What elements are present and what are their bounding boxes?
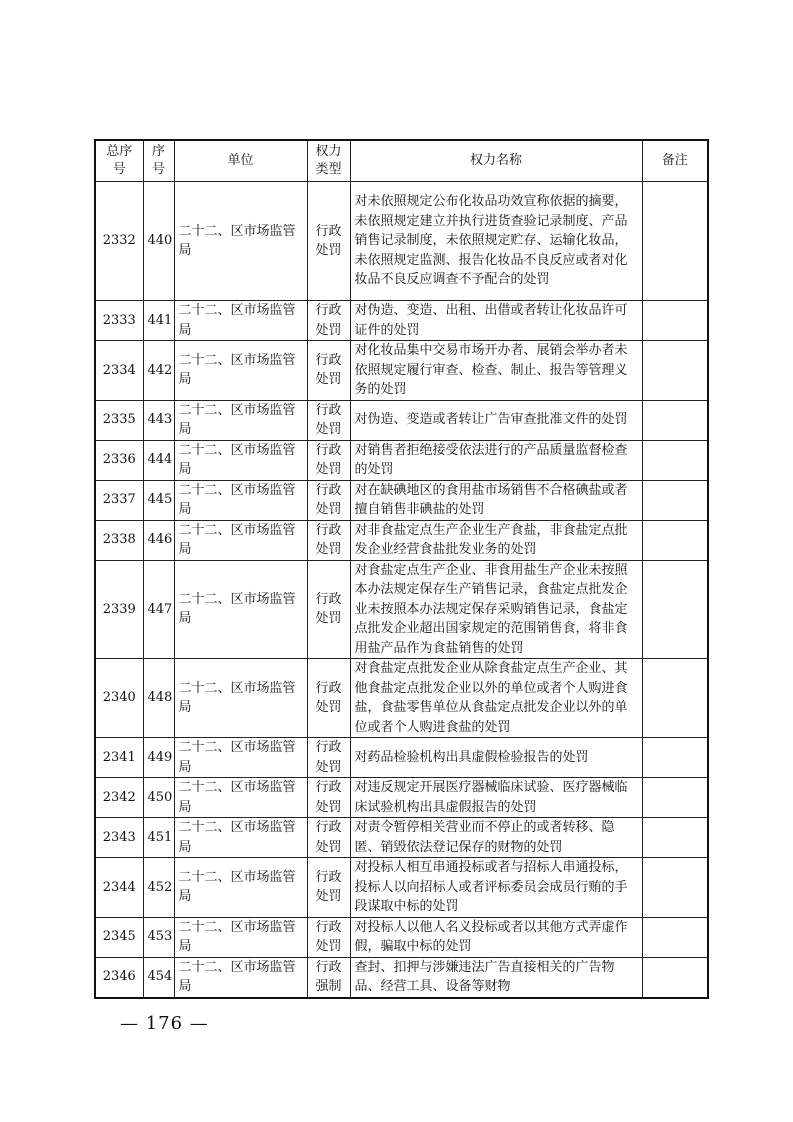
table-row [95,480,708,520]
seq-no-cell: 445 [143,480,174,520]
power-type-cell: 行政处罚 [307,917,350,957]
total-no-cell: 2332 [95,182,143,301]
remark-cell [642,738,708,778]
remark-cell [642,182,708,301]
remark-cell [642,341,708,401]
table-row [95,400,708,440]
table-row [95,440,708,480]
total-no-cell: 2344 [95,858,143,918]
unit-cell: 二十二、区市场监管局 [174,560,307,659]
seq-no-cell: 442 [143,341,174,401]
total-no-cell: 2343 [95,818,143,858]
power-type-cell: 行政处罚 [307,560,350,659]
remark-cell [642,957,708,998]
remark-cell [642,917,708,957]
remark-cell [642,659,708,738]
total-no-cell: 2339 [95,560,143,659]
table-row [95,917,708,957]
power-name-cell: 对伪造、变造、出租、出借或者转让化妆品许可证件的处罚 [350,301,642,341]
table-row [95,818,708,858]
header-power-name: 权力名称 [350,140,642,182]
table-row [95,341,708,401]
seq-no-cell: 450 [143,778,174,818]
table-row [95,858,708,918]
seq-no-cell: 447 [143,560,174,659]
total-no-cell: 2335 [95,400,143,440]
total-no-cell: 2340 [95,659,143,738]
power-name-cell: 对违反规定开展医疗器械临床试验、医疗器械临床试验机构出具虚假报告的处罚 [350,778,642,818]
power-type-cell: 行政处罚 [307,520,350,560]
power-type-cell: 行政处罚 [307,182,350,301]
unit-cell: 二十二、区市场监管局 [174,400,307,440]
power-name-cell: 对未依照规定公布化妆品功效宣称依据的摘要，未依照规定建立并执行进货查验记录制度、产品销售记录制度，未依照规定贮存、运输化妆品，未依照规定监测、报告化妆品不良反应或者对化妆品不良反应调查不予配合的处罚 [350,182,642,301]
power-type-cell: 行政处罚 [307,341,350,401]
remark-cell [642,480,708,520]
unit-cell: 二十二、区市场监管局 [174,778,307,818]
table-header-row [95,140,708,182]
total-no-cell: 2336 [95,440,143,480]
seq-no-cell: 446 [143,520,174,560]
seq-no-cell: 441 [143,301,174,341]
unit-cell: 二十二、区市场监管局 [174,341,307,401]
table-row [95,659,708,738]
power-type-cell: 行政处罚 [307,858,350,918]
power-name-cell: 对食盐定点批发企业从除食盐定点生产企业、其他食盐定点批发企业以外的单位或者个人购进食盐，食盐零售单位从食盐定点批发企业以外的单位或者个人购进食盐的处罚 [350,659,642,738]
table-row [95,957,708,998]
power-type-cell: 行政处罚 [307,659,350,738]
power-name-cell: 对投标人相互串通投标或者与招标人串通投标，投标人以向招标人或者评标委员会成员行贿的手段谋取中标的处罚 [350,858,642,918]
seq-no-cell: 443 [143,400,174,440]
power-name-cell: 对销售者拒绝接受依法进行的产品质量监督检查的处罚 [350,440,642,480]
total-no-cell: 2334 [95,341,143,401]
table-row [95,182,708,301]
table-row [95,520,708,560]
power-name-cell: 对非食盐定点生产企业生产食盐，非食盐定点批发企业经营食盐批发业务的处罚 [350,520,642,560]
seq-no-cell: 454 [143,957,174,998]
power-name-cell: 对投标人以他人名义投标或者以其他方式弄虚作假，骗取中标的处罚 [350,917,642,957]
power-type-cell: 行政处罚 [307,480,350,520]
power-type-cell: 行政强制 [307,957,350,998]
seq-no-cell: 448 [143,659,174,738]
table-row [95,301,708,341]
seq-no-cell: 449 [143,738,174,778]
total-no-cell: 2337 [95,480,143,520]
power-type-cell: 行政处罚 [307,440,350,480]
table-row [95,778,708,818]
seq-no-cell: 444 [143,440,174,480]
header-unit: 单位 [174,140,307,182]
total-no-cell: 2338 [95,520,143,560]
unit-cell: 二十二、区市场监管局 [174,917,307,957]
unit-cell: 二十二、区市场监管局 [174,818,307,858]
power-name-cell: 对化妆品集中交易市场开办者、展销会举办者未依照规定履行审查、检查、制止、报告等管理义务的处罚 [350,341,642,401]
header-seq-no: 序号 [143,140,174,182]
power-type-cell: 行政处罚 [307,778,350,818]
power-type-cell: 行政处罚 [307,738,350,778]
unit-cell: 二十二、区市场监管局 [174,301,307,341]
unit-cell: 二十二、区市场监管局 [174,858,307,918]
power-list-table [94,139,709,999]
header-power-type: 权力类型 [307,140,350,182]
total-no-cell: 2342 [95,778,143,818]
total-no-cell: 2346 [95,957,143,998]
remark-cell [642,778,708,818]
seq-no-cell: 451 [143,818,174,858]
power-type-cell: 行政处罚 [307,301,350,341]
power-type-cell: 行政处罚 [307,818,350,858]
seq-no-cell: 452 [143,858,174,918]
unit-cell: 二十二、区市场监管局 [174,182,307,301]
power-name-cell: 对伪造、变造或者转让广告审查批准文件的处罚 [350,400,642,440]
total-no-cell: 2345 [95,917,143,957]
remark-cell [642,440,708,480]
total-no-cell: 2333 [95,301,143,341]
total-no-cell: 2341 [95,738,143,778]
power-name-cell: 对药品检验机构出具虚假检验报告的处罚 [350,738,642,778]
page-number: — 176 — [120,1013,209,1034]
seq-no-cell: 453 [143,917,174,957]
unit-cell: 二十二、区市场监管局 [174,738,307,778]
remark-cell [642,858,708,918]
remark-cell [642,818,708,858]
table-row [95,738,708,778]
power-name-cell: 对在缺碘地区的食用盐市场销售不合格碘盐或者擅自销售非碘盐的处罚 [350,480,642,520]
unit-cell: 二十二、区市场监管局 [174,957,307,998]
remark-cell [642,400,708,440]
seq-no-cell: 440 [143,182,174,301]
unit-cell: 二十二、区市场监管局 [174,440,307,480]
header-remark: 备注 [642,140,708,182]
unit-cell: 二十二、区市场监管局 [174,520,307,560]
power-name-cell: 对责令暂停相关营业而不停止的或者转移、隐匿、销毁依法登记保存的财物的处罚 [350,818,642,858]
header-total-no: 总序号 [95,140,143,182]
power-name-cell: 查封、扣押与涉嫌违法广告直接相关的广告物品、经营工具、设备等财物 [350,957,642,998]
table-row [95,560,708,659]
unit-cell: 二十二、区市场监管局 [174,659,307,738]
power-type-cell: 行政处罚 [307,400,350,440]
remark-cell [642,560,708,659]
remark-cell [642,301,708,341]
remark-cell [642,520,708,560]
unit-cell: 二十二、区市场监管局 [174,480,307,520]
power-name-cell: 对食盐定点生产企业、非食用盐生产企业未按照本办法规定保存生产销售记录，食盐定点批发企业未按照本办法规定保存采购销售记录，食盐定点批发企业超出国家规定的范围销售食，将非食用盐产品作为食盐销售的处罚 [350,560,642,659]
